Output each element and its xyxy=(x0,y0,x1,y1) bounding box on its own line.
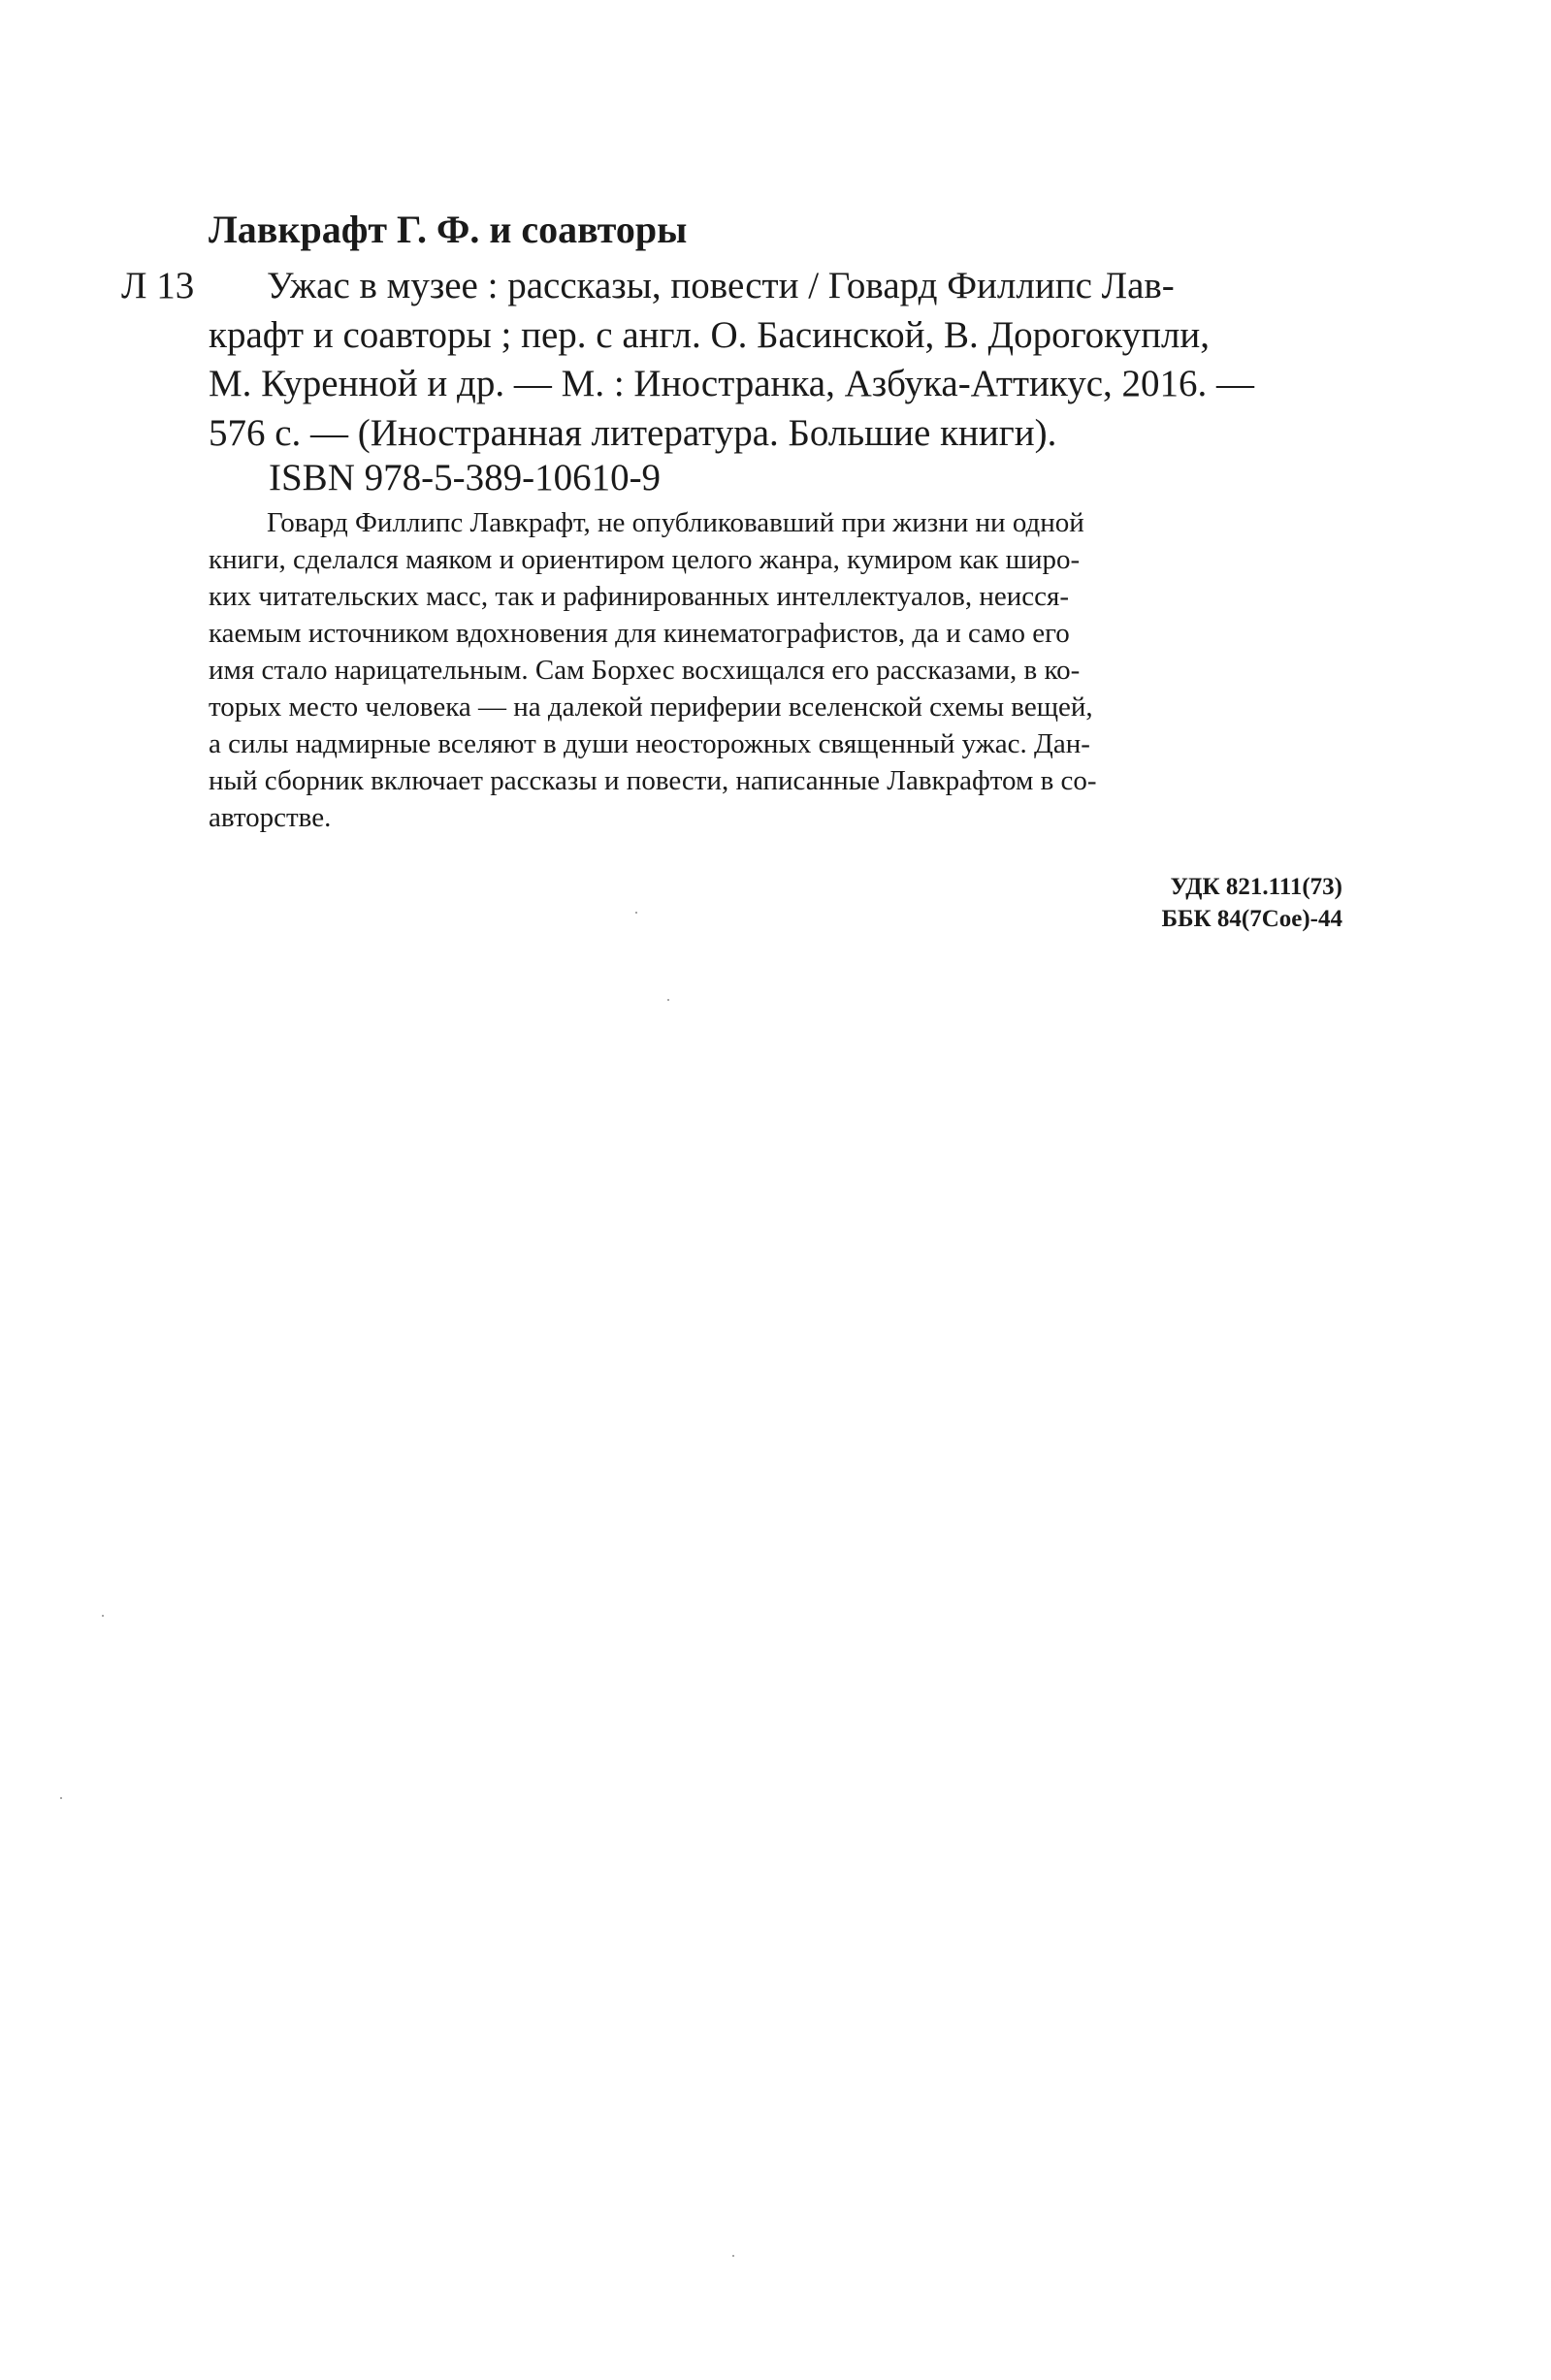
annotation-line: книги, сделался маяком и ориентиром целого жанра, кумиром как широ- xyxy=(209,544,1081,575)
bibliographic-description xyxy=(209,262,1343,458)
scan-speck xyxy=(732,2255,734,2257)
annotation xyxy=(209,504,1343,836)
annotation-line: имя стало нарицательным. Сам Борхес восхищался его рассказами, в ко- xyxy=(209,655,1081,686)
udk-code: УДК 821.111(73) xyxy=(1170,874,1342,900)
bibliographic-line: 576 с. — (Иностранная литература. Большие книги). xyxy=(209,411,1057,454)
annotation-line: каемым источником вдохновения для кинематографистов, да и само его xyxy=(209,618,1070,649)
bibliographic-line: М. Куренной и др. — М. : Иностранка, Азбука-Аттикус, 2016. — xyxy=(209,363,1255,404)
scan-speck xyxy=(60,1797,62,1799)
annotation-line: авторстве. xyxy=(209,802,332,833)
annotation-line: торых место человека — на далекой периферии вселенской схемы вещей, xyxy=(209,691,1093,723)
isbn: ISBN 978-5-389-10610-9 xyxy=(269,457,662,499)
scan-speck xyxy=(635,912,637,914)
author-heading: Лавкрафт Г. Ф. и соавторы xyxy=(209,208,688,251)
annotation-line: ный сборник включает рассказы и повести, написанные Лавкрафтом в со- xyxy=(209,765,1097,796)
bibliographic-line: крафт и соавторы ; пер. с англ. О. Басинской, В. Дорогокупли, xyxy=(209,313,1211,356)
annotation-line: а силы надмирные вселяют в души неосторожных священный ужас. Дан- xyxy=(209,728,1090,759)
classification-codes xyxy=(1161,871,1342,935)
scan-speck xyxy=(667,999,669,1001)
annotation-line: ких читательских масс, так и рафинированных интеллектуалов, неисся- xyxy=(209,581,1069,612)
call-code: Л 13 xyxy=(121,265,195,306)
annotation-line: Говард Филлипс Лавкрафт, не опубликовавший при жизни ни одной xyxy=(267,507,1084,538)
bbk-code: ББК 84(7Сое)-44 xyxy=(1161,906,1342,932)
bibliographic-line: Ужас в музее : рассказы, повести / Говард Филлипс Лав- xyxy=(267,265,1175,306)
scan-speck xyxy=(102,1615,104,1617)
